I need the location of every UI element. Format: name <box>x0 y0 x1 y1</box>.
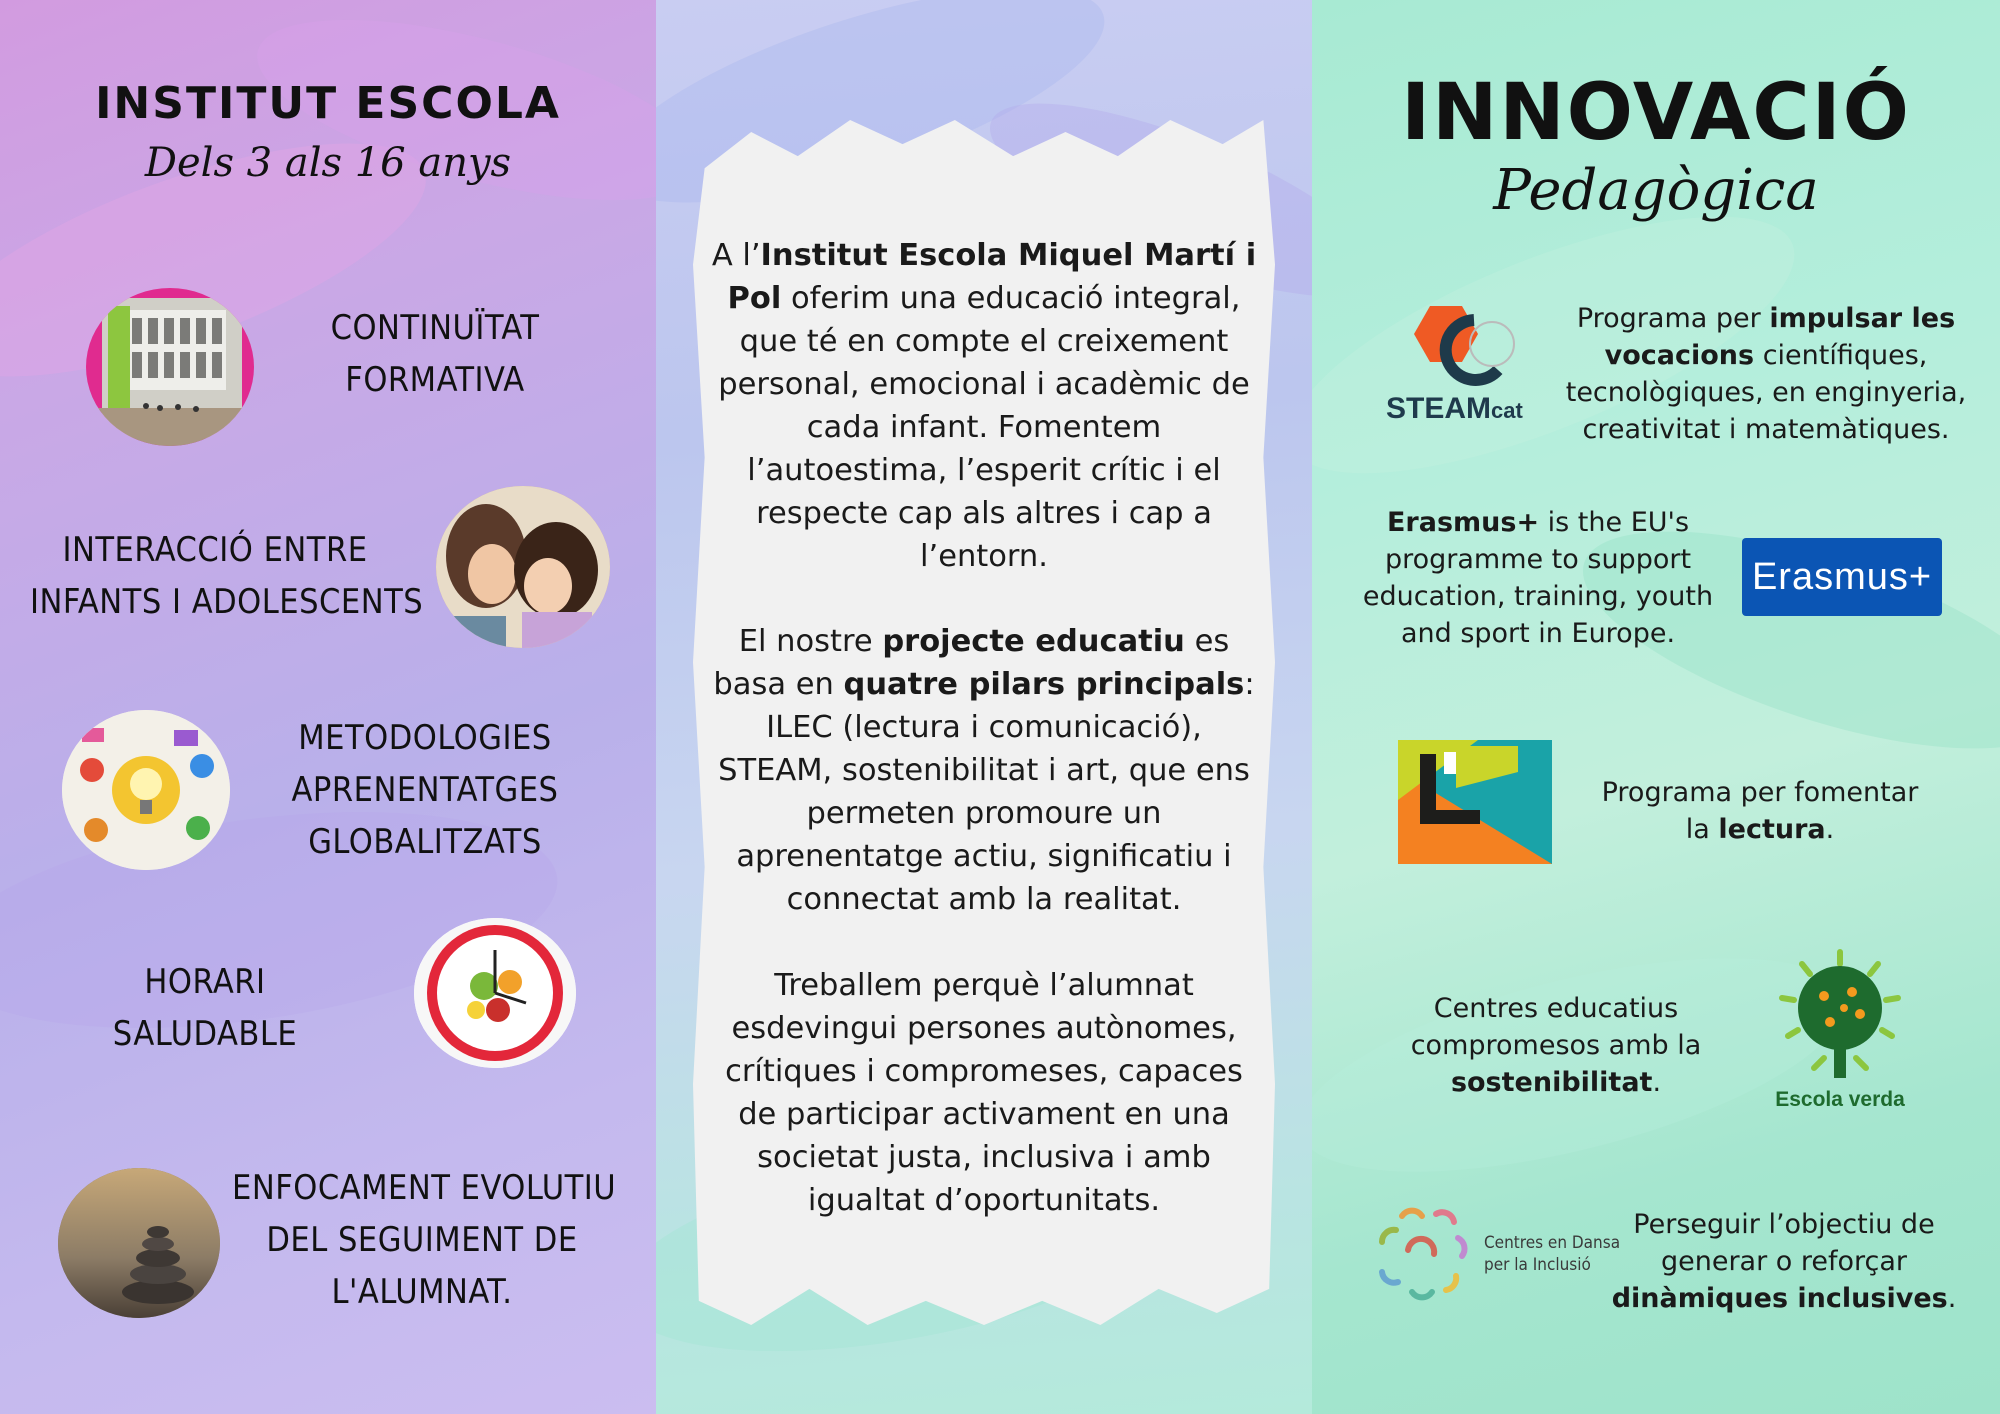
erasmus-description <box>1356 504 1720 652</box>
feature-line: L'ALUMNAT. <box>331 1272 513 1312</box>
text-line <box>1356 504 1720 541</box>
feature-interaccio <box>30 524 424 628</box>
text-line: compromesos amb la <box>1410 1030 1702 1061</box>
text-span: is the EU's <box>1539 507 1690 538</box>
steam-description <box>1548 300 1984 448</box>
escola-verda-logo <box>1760 948 1920 1118</box>
text-line <box>1548 337 1984 374</box>
feature-line: FORMATIVA <box>345 360 525 400</box>
text-span: . <box>1652 1067 1662 1098</box>
text-line: creativitat i matemàtiques. <box>1582 414 1950 445</box>
feature-enfocament <box>232 1162 617 1318</box>
left-subtitle: Dels 3 als 16 anys <box>144 140 512 186</box>
feature-continuitat <box>300 302 570 406</box>
methodology-illustration <box>62 710 230 870</box>
text-line <box>1548 300 1984 337</box>
bold-phrase: dinàmiques inclusives <box>1611 1283 1948 1314</box>
left-title: INSTITUT ESCOLA <box>95 78 561 129</box>
erasmus-logo-text: Erasmus+ <box>1751 555 1933 598</box>
text-line: Programa per fomentar <box>1601 777 1919 808</box>
feature-line: DEL SEGUIMENT DE <box>266 1220 578 1260</box>
text-line: and sport in Europe. <box>1400 618 1676 649</box>
dansa-logo-line: Centres en Dansa <box>1484 1233 1621 1253</box>
text-span: la <box>1685 814 1719 845</box>
right-title: INNOVACIÓ <box>1401 68 1911 158</box>
text-span: oferim una educació integral, que té en compte el creixement personal, emocional i acadèmic de cada infant. Fomentem l’autoestima, l’esperit crític i el respecte cap als altres i cap a l’entorn. <box>718 281 1250 574</box>
stacked-stones-photo <box>58 1168 220 1318</box>
school-building-photo <box>86 288 254 446</box>
bold-phrase: lectura <box>1718 814 1826 845</box>
text-line: Centres educatius <box>1433 993 1679 1024</box>
text-span: es basa en <box>713 624 1230 702</box>
feature-line: INFANTS I ADOLESCENTS <box>30 582 424 622</box>
text-line: tecnològiques, en enginyeria, <box>1565 377 1967 408</box>
text-span: : ILEC (lectura i comunicació), STEAM, sostenibilitat i art, que ens permeten promoure un aprenentatge actiu, significatiu i connectat amb la realitat. <box>718 667 1255 917</box>
school-name: Institut Escola Miquel Martí i Pol <box>727 238 1257 316</box>
dansa-circles-icon <box>1372 1202 1476 1306</box>
steam-logo-text: STEAM <box>1386 392 1491 425</box>
bold-phrase: quatre pilars principals <box>843 667 1245 702</box>
text-span: A l’ <box>711 238 761 273</box>
lectura-description <box>1580 774 1940 848</box>
feature-metodologies <box>280 712 570 868</box>
text-span: El nostre <box>738 624 883 659</box>
bold-phrase: impulsar les <box>1769 303 1956 334</box>
text-line: generar o reforçar <box>1660 1246 1908 1277</box>
bold-phrase: Erasmus+ <box>1386 507 1540 538</box>
bold-phrase: sostenibilitat <box>1450 1067 1653 1098</box>
text-line <box>1604 1280 1964 1317</box>
dansa-description <box>1604 1206 1964 1317</box>
right-subtitle: Pedagògica <box>1493 158 1819 223</box>
text-line: programme to support <box>1384 544 1692 575</box>
dansa-logo-line: per la Inclusió <box>1484 1255 1591 1275</box>
feature-horari <box>90 956 320 1060</box>
feature-line: METODOLOGIES <box>298 718 552 758</box>
intro-paragraph <box>708 234 1260 578</box>
feature-line: HORARI <box>144 962 266 1002</box>
text-span: . <box>1947 1283 1957 1314</box>
text-line <box>1386 1064 1726 1101</box>
escola-verda-logo-text: Escola verda <box>1775 1088 1905 1111</box>
feature-line: INTERACCIÓ ENTRE <box>62 530 368 570</box>
text-line <box>1580 811 1940 848</box>
text-span: . <box>1825 814 1835 845</box>
bold-phrase: vocacions <box>1604 340 1755 371</box>
verda-description <box>1386 990 1726 1101</box>
bold-phrase: projecte educatiu <box>882 624 1185 659</box>
erasmus-logo <box>1742 538 1942 616</box>
steam-logo-sub: cat <box>1491 398 1523 423</box>
steamcat-logo <box>1386 300 1548 430</box>
project-paragraph <box>708 620 1260 921</box>
children-photo <box>436 486 610 648</box>
feature-line: GLOBALITZATS <box>308 822 542 862</box>
feature-line: CONTINUÏTAT <box>330 308 540 348</box>
text-line: education, training, youth <box>1362 581 1714 612</box>
dansa-inclusio-logo <box>1372 1202 1621 1312</box>
text-span: científiques, <box>1754 340 1928 371</box>
feature-line: SALUDABLE <box>112 1014 298 1054</box>
tree-icon <box>1760 948 1920 1082</box>
text-span: Treballem perquè l’alumnat esdevingui persones autònomes, crítiques i compromeses, capaces de participar activament en una societat justa, inclusiva i amb igualtat d’oportunitats. <box>725 968 1243 1218</box>
text-span: Programa per <box>1576 303 1770 334</box>
mission-paragraph <box>708 964 1260 1222</box>
steam-hexagon-icon <box>1400 300 1530 394</box>
healthy-clock-photo <box>414 918 576 1068</box>
text-line: Perseguir l’objectiu de <box>1633 1209 1935 1240</box>
feature-line: APRENENTATGES <box>291 770 559 810</box>
lectura-logo <box>1398 740 1552 864</box>
feature-line: ENFOCAMENT EVOLUTIU <box>232 1168 617 1208</box>
